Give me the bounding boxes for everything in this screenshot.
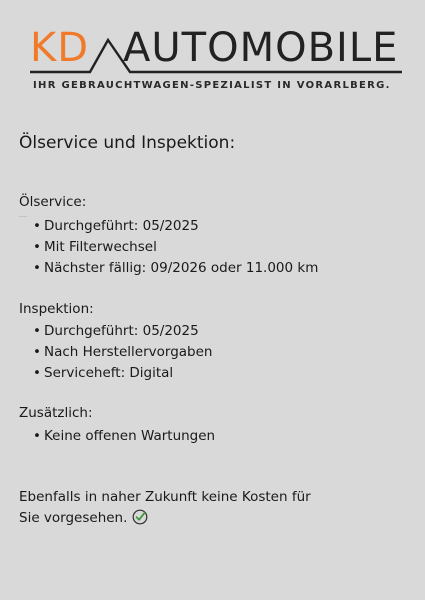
list-item: • Keine offenen Wartungen	[33, 426, 215, 447]
additional-title: Zusätzlich:	[19, 405, 93, 421]
logo-prefix: KD	[30, 25, 90, 71]
list-item: • Nach Herstellervorgaben	[33, 342, 212, 363]
inspection-list	[33, 321, 212, 384]
page-title: Ölservice und Inspektion:	[19, 133, 236, 153]
footer-line-2-text: Sie vorgesehen.	[19, 510, 128, 526]
logo-tagline: IHR GEBRAUCHTWAGEN-SPEZIALIST IN VORARLBERG.	[33, 80, 391, 91]
oilservice-list	[33, 216, 318, 279]
list-item: • Mit Filterwechsel	[33, 237, 318, 258]
list-item: • Durchgeführt: 05/2025	[33, 216, 318, 237]
list-item: • Serviceheft: Digital	[33, 363, 212, 384]
logo	[30, 26, 402, 94]
oilservice-title: Ölservice:	[19, 194, 87, 210]
check-circle-icon	[132, 509, 148, 525]
additional-list	[33, 426, 215, 447]
logo-name: AUTOMOBILE	[123, 25, 399, 71]
footer-line-1: Ebenfalls in naher Zukunft keine Kosten für	[19, 489, 311, 505]
footer-note	[19, 487, 319, 529]
tiny-mark-icon: ⸺	[19, 214, 28, 220]
list-item: • Nächster fällig: 09/2026 oder 11.000 km	[33, 258, 318, 279]
footer-line-2	[19, 508, 319, 529]
list-item: • Durchgeführt: 05/2025	[33, 321, 212, 342]
inspection-title: Inspektion:	[19, 301, 94, 317]
